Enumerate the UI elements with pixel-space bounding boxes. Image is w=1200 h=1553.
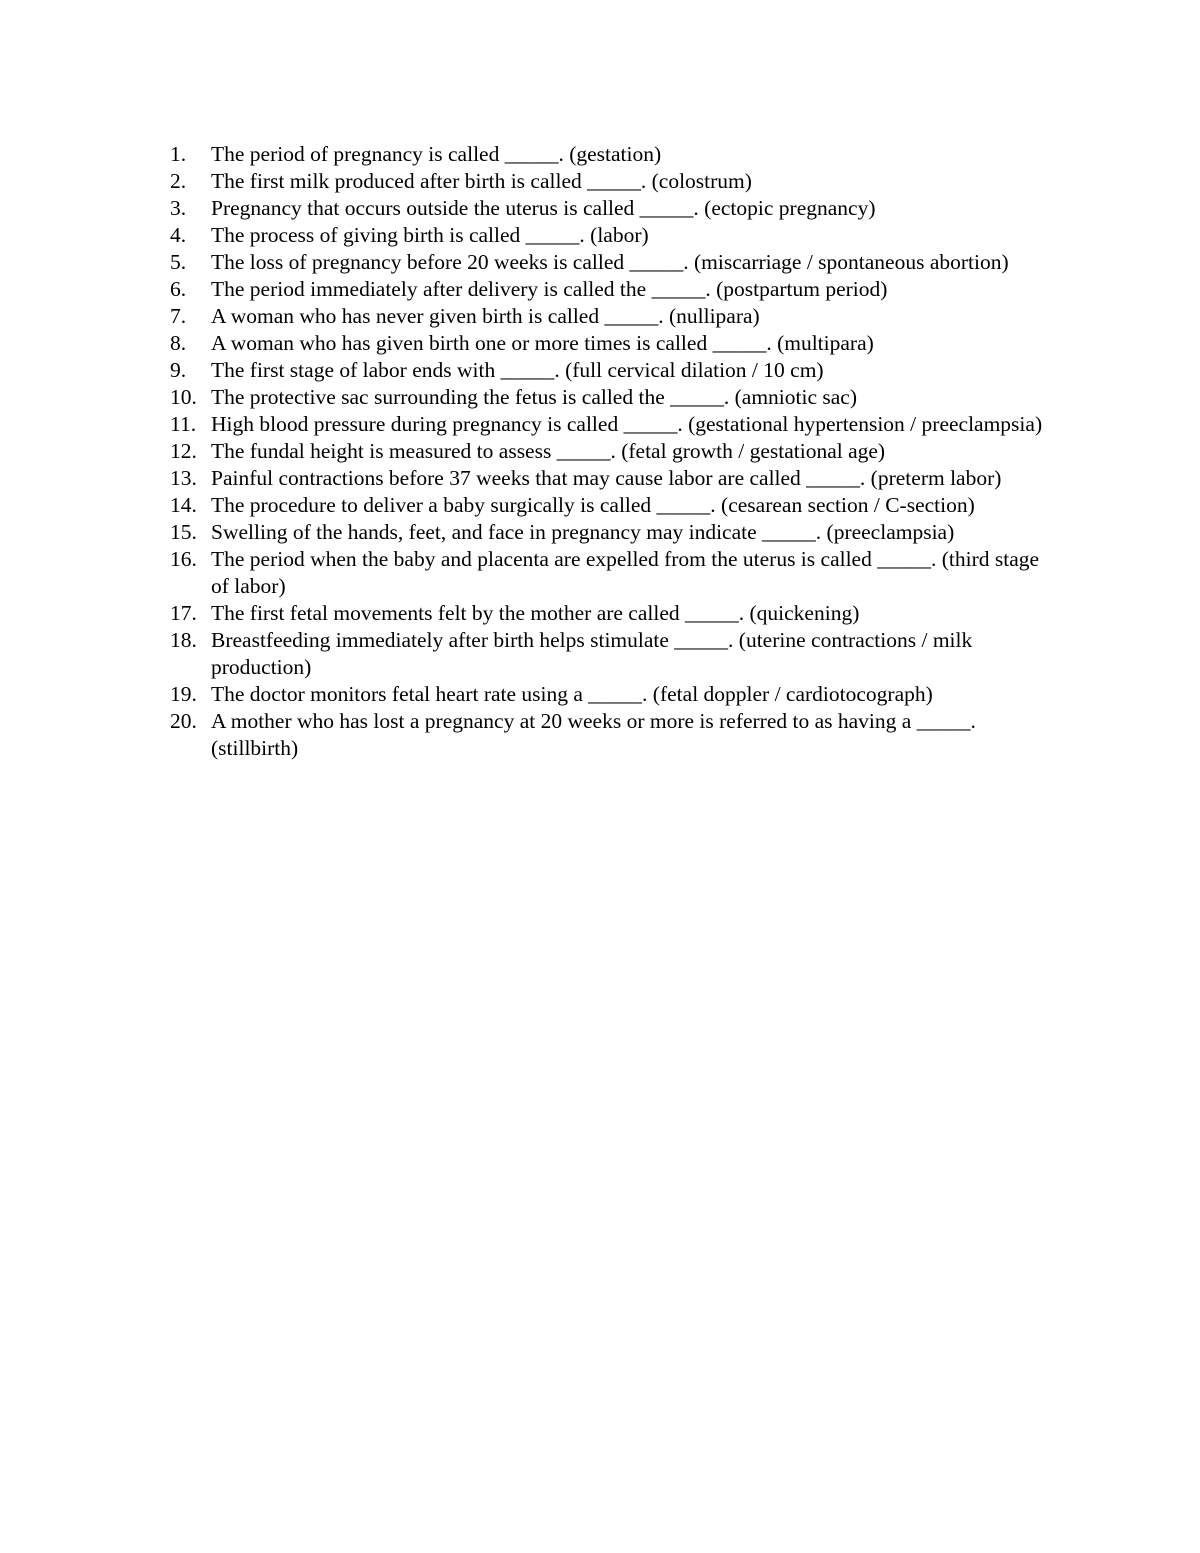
question-text: Pregnancy that occurs outside the uterus is called _____. (ectopic pregnancy): [211, 196, 876, 220]
question-text: The loss of pregnancy before 20 weeks is called _____. (miscarriage / spontaneous abortion): [211, 250, 1009, 274]
question-text: The doctor monitors fetal heart rate using a _____. (fetal doppler / cardiotocograph): [211, 682, 933, 706]
question-item-5: [170, 249, 1060, 276]
question-item-11: [170, 411, 1060, 438]
question-text: The fundal height is measured to assess _____. (fetal growth / gestational age): [211, 439, 886, 463]
question-item-8: [170, 330, 1060, 357]
question-text: The procedure to deliver a baby surgically is called _____. (cesarean section / C-section): [211, 493, 975, 517]
question-number: 5.: [170, 250, 187, 274]
question-item-4: [170, 222, 1060, 249]
question-item-3: [170, 195, 1060, 222]
question-text: High blood pressure during pregnancy is called _____. (gestational hypertension / preeclampsia): [211, 412, 1043, 436]
question-number: 14.: [170, 493, 197, 517]
question-number: 12.: [170, 439, 197, 463]
question-number: 2.: [170, 169, 187, 193]
question-list: [170, 141, 1060, 762]
question-number: 11.: [170, 412, 197, 436]
question-item-15: [170, 519, 1060, 546]
question-item-20: [170, 708, 1060, 762]
question-text: The protective sac surrounding the fetus is called the _____. (amniotic sac): [211, 385, 857, 409]
question-text: The first milk produced after birth is called _____. (colostrum): [211, 169, 752, 193]
question-item-16: [170, 546, 1060, 600]
question-number: 10.: [170, 385, 197, 409]
question-number: 17.: [170, 601, 197, 625]
question-text: The first stage of labor ends with _____. (full cervical dilation / 10 cm): [211, 358, 824, 382]
question-item-2: [170, 168, 1060, 195]
question-item-7: [170, 303, 1060, 330]
question-text: A woman who has given birth one or more times is called _____. (multipara): [211, 331, 874, 355]
question-text: Swelling of the hands, feet, and face in pregnancy may indicate _____. (preeclampsia): [211, 520, 955, 544]
question-text: Breastfeeding immediately after birth helps stimulate _____. (uterine contractions / milk production): [211, 628, 973, 679]
question-number: 9.: [170, 358, 187, 382]
question-text: The period immediately after delivery is called the _____. (postpartum period): [211, 277, 888, 301]
question-number: 4.: [170, 223, 187, 247]
question-item-12: [170, 438, 1060, 465]
question-item-14: [170, 492, 1060, 519]
question-number: 7.: [170, 304, 187, 328]
question-text: The period of pregnancy is called _____. (gestation): [211, 142, 662, 166]
question-number: 3.: [170, 196, 187, 220]
question-text: The first fetal movements felt by the mother are called _____. (quickening): [211, 601, 860, 625]
question-text: A mother who has lost a pregnancy at 20 weeks or more is referred to as having a _____. (stillbirth): [211, 709, 976, 760]
question-item-10: [170, 384, 1060, 411]
question-item-19: [170, 681, 1060, 708]
question-item-17: [170, 600, 1060, 627]
question-number: 16.: [170, 547, 197, 571]
question-number: 13.: [170, 466, 197, 490]
question-text: Painful contractions before 37 weeks that may cause labor are called _____. (preterm labor): [211, 466, 1002, 490]
question-item-1: [170, 141, 1060, 168]
question-text: A woman who has never given birth is called _____. (nullipara): [211, 304, 760, 328]
question-number: 15.: [170, 520, 197, 544]
question-text: The period when the baby and placenta are expelled from the uterus is called _____. (third stage of labor): [211, 547, 1040, 598]
question-item-13: [170, 465, 1060, 492]
question-number: 1.: [170, 142, 187, 166]
question-item-9: [170, 357, 1060, 384]
question-number: 8.: [170, 331, 187, 355]
question-item-18: [170, 627, 1060, 681]
question-number: 19.: [170, 682, 197, 706]
question-number: 18.: [170, 628, 197, 652]
question-number: 6.: [170, 277, 187, 301]
question-number: 20.: [170, 709, 197, 733]
question-text: The process of giving birth is called _____. (labor): [211, 223, 649, 247]
question-item-6: [170, 276, 1060, 303]
